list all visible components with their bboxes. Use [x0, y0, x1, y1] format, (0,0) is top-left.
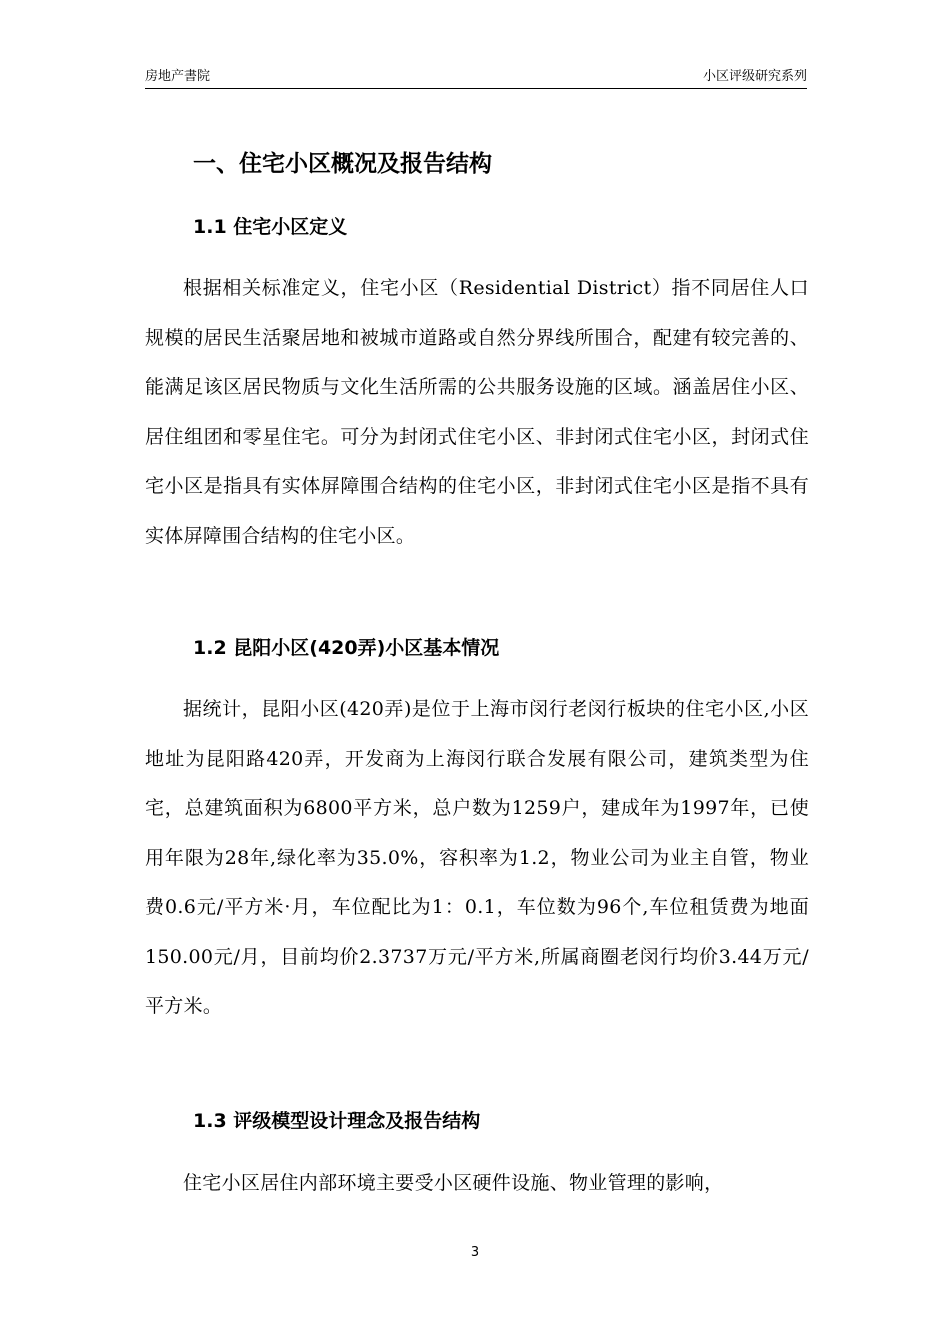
section-title-1-2: 1.2 昆阳小区(420弄)小区基本情况 — [193, 637, 500, 659]
section-paragraph-1-1: 根据相关标准定义，住宅小区（Residential District）指不同居住人口规模的居民生活聚居地和被城市道路或自然分界线所围合，配建有较完善的、能满足该区居民物质与文化生活所需的公共服务设施的区域。涵盖居住小区、居住组团和零星住宅。可分为封闭式住宅小区、非封闭式住宅小区，封闭式住宅小区是指具有实体屏障围合结构的住宅小区，非封闭式住宅小区是指不具有实体屏障围合结构的住宅小区。 — [145, 277, 809, 547]
section-paragraph-1-3: 住宅小区居住内部环境主要受小区硬件设施、物业管理的影响， — [183, 1172, 724, 1194]
section-title-1-3: 1.3 评级模型设计理念及报告结构 — [193, 1110, 481, 1132]
chapter-title: 一、住宅小区概况及报告结构 — [193, 151, 492, 177]
page-number: 3 — [470, 1245, 480, 1260]
header-left-text: 房地产書院 — [145, 69, 211, 84]
section-paragraph-1-2: 据统计，昆阳小区(420弄)是位于上海市闵行老闵行板块的住宅小区,小区地址为昆阳路420弄，开发商为上海闵行联合发展有限公司，建筑类型为住宅，总建筑面积为6800平方米，总户数为1259户，建成年为1997年，已使用年限为28年,绿化率为35.0%，容积率为1.2，物业公司为业主自管，物业费0.6元/平方米·月，车位配比为1：0.1，车位数为96个,车位租赁费为地面150.00元/月，目前均价2.3737万元/平方米,所属商圈老闵行均价3.44万元/平方米。 — [145, 698, 809, 1017]
header-right-text: 小区评级研究系列 — [702, 69, 807, 84]
section-title-1-1: 1.1 住宅小区定义 — [193, 216, 348, 238]
page-header — [145, 66, 807, 89]
